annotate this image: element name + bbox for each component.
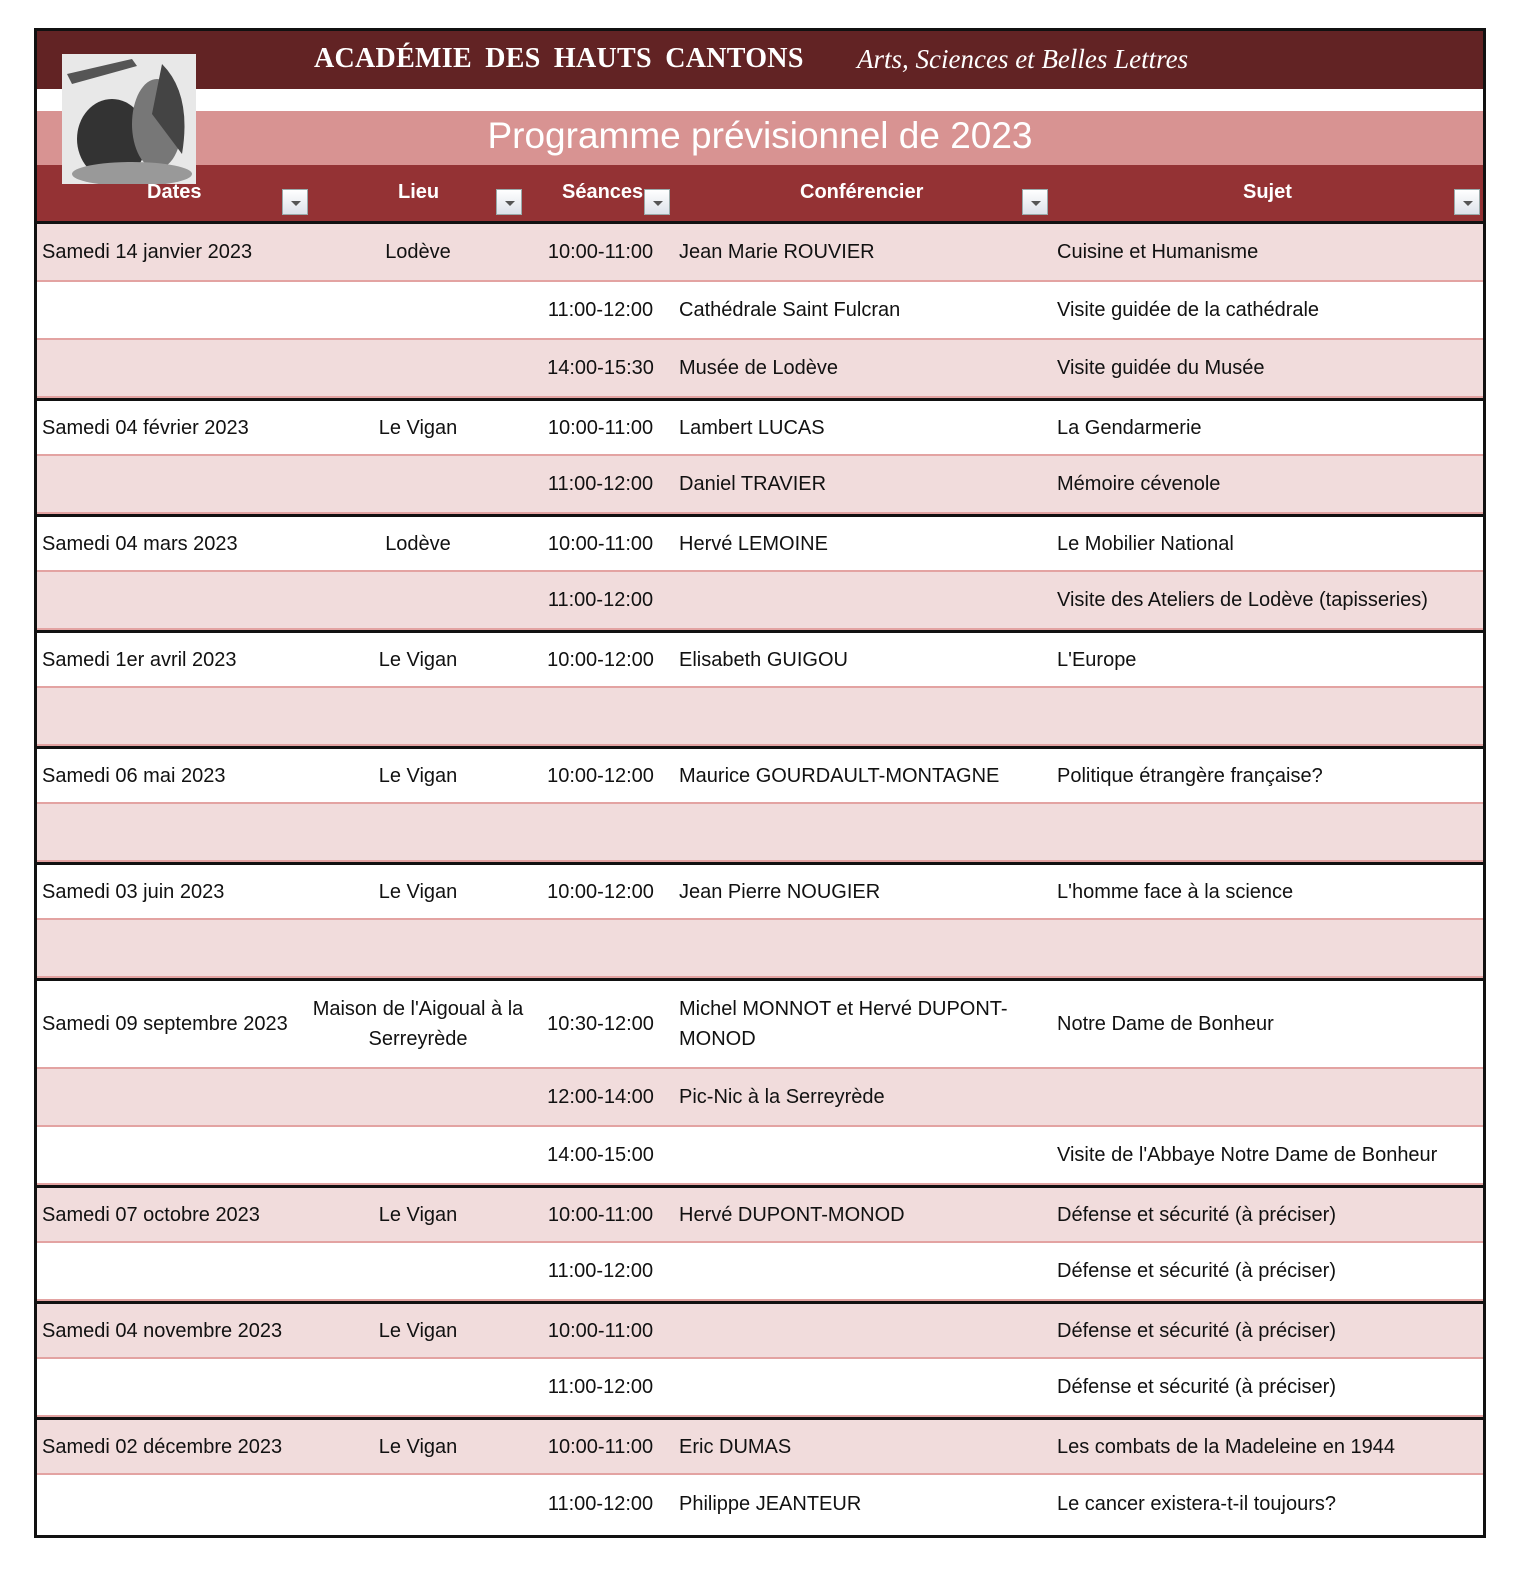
cell-seance: 10:00-11:00 <box>547 1203 654 1226</box>
cell-seance: 10:00-11:00 <box>547 532 654 555</box>
cell-date: Samedi 04 février 2023 <box>42 416 249 439</box>
cell-conferencier: Cathédrale Saint Fulcran <box>679 299 901 321</box>
table-row <box>37 978 1483 1069</box>
page-title: Programme prévisionnel de 2023 <box>487 115 1033 156</box>
cell-date: Samedi 02 décembre 2023 <box>42 1435 283 1458</box>
cell-conferencier: Eric DUMAS <box>679 1435 792 1458</box>
cell-conferencier: Jean Pierre NOUGIER <box>679 880 881 903</box>
cell-sujet: Politique étrangère française? <box>1057 764 1323 787</box>
column-header-conferencier: Conférencier <box>800 181 924 203</box>
cell-conferencier: Jean Marie ROUVIER <box>679 241 875 263</box>
cell-seance: 11:00-12:00 <box>547 1493 654 1515</box>
cell-seance: 11:00-12:00 <box>547 1260 654 1282</box>
program-sheet <box>34 28 1486 1538</box>
table-row <box>37 1417 1483 1475</box>
cell-date: Samedi 07 octobre 2023 <box>42 1203 260 1226</box>
cell-sujet: Les combats de la Madeleine en 1944 <box>1057 1435 1396 1458</box>
table-row <box>37 1185 1483 1243</box>
cell-conferencier: Daniel TRAVIER <box>679 473 827 495</box>
filter-dropdown-conferencier[interactable] <box>1022 189 1048 215</box>
cell-seance: 10:00-11:00 <box>547 416 654 439</box>
cell-conferencier: Hervé LEMOINE <box>679 532 828 555</box>
cell-conferencier: Elisabeth GUIGOU <box>679 648 848 671</box>
column-header-dates: Dates <box>147 181 202 203</box>
cell-date: Samedi 04 mars 2023 <box>42 532 238 555</box>
table-row <box>37 456 1483 514</box>
cell-seance: 10:30-12:00 <box>547 1013 654 1035</box>
table-row <box>37 340 1483 398</box>
cell-seance: 10:00-12:00 <box>547 764 654 787</box>
table-row <box>37 1243 1483 1301</box>
cell-conferencier: Philippe JEANTEUR <box>679 1493 862 1515</box>
cell-conferencier: Musée de Lodève <box>679 357 839 379</box>
column-header-sujet: Sujet <box>1243 181 1292 203</box>
cell-sujet: Défense et sécurité (à préciser) <box>1057 1203 1337 1226</box>
cell-sujet: Notre Dame de Bonheur <box>1057 1013 1274 1035</box>
cell-lieu: Maison de l'Aigoual à la Serreyrède <box>312 998 524 1050</box>
cell-sujet: Visite guidée de la cathédrale <box>1057 299 1320 321</box>
cell-sujet: Le cancer existera-t-il toujours? <box>1057 1493 1337 1515</box>
cell-lieu: Le Vigan <box>378 648 458 671</box>
cell-date: Samedi 09 septembre 2023 <box>42 1013 288 1035</box>
cell-date: Samedi 03 juin 2023 <box>42 880 225 903</box>
cell-date: Samedi 14 janvier 2023 <box>42 241 253 263</box>
table-row <box>37 862 1483 920</box>
cell-seance: 10:00-12:00 <box>547 648 654 671</box>
cell-seance: 11:00-12:00 <box>547 473 654 495</box>
cell-conferencier: Pic-Nic à la Serreyrède <box>679 1086 885 1108</box>
cell-sujet: Défense et sécurité (à préciser) <box>1057 1319 1337 1342</box>
cell-conferencier: Hervé DUPONT-MONOD <box>679 1203 905 1226</box>
cell-seance: 10:00-11:00 <box>547 1435 654 1458</box>
table-row <box>37 398 1483 456</box>
table-row <box>37 1301 1483 1359</box>
cell-seance: 14:00-15:00 <box>547 1144 654 1166</box>
cell-lieu: Le Vigan <box>378 416 458 439</box>
cell-sujet: L'homme face à la science <box>1057 880 1294 903</box>
cell-sujet: Le Mobilier National <box>1057 532 1234 555</box>
table-row <box>37 514 1483 572</box>
cell-seance: 12:00-14:00 <box>547 1086 654 1108</box>
table-row <box>37 1359 1483 1417</box>
cell-seance: 11:00-12:00 <box>547 1376 654 1398</box>
filter-dropdown-dates[interactable] <box>282 189 308 215</box>
academy-logo-engraving <box>62 54 196 184</box>
cell-conferencier: Michel MONNOT et Hervé DUPONT-MONOD <box>679 998 1008 1050</box>
cell-conferencier: Lambert LUCAS <box>679 416 825 439</box>
table-row <box>37 746 1483 804</box>
table-row <box>37 920 1483 978</box>
cell-seance: 10:00-11:00 <box>547 1319 654 1342</box>
table-row <box>37 1127 1483 1185</box>
cell-conferencier: Maurice GOURDAULT-MONTAGNE <box>679 764 1000 787</box>
academy-motto: Arts, Sciences et Belles Lettres <box>857 44 1189 74</box>
cell-date: Samedi 06 mai 2023 <box>42 764 226 787</box>
cell-seance: 11:00-12:00 <box>547 299 654 321</box>
filter-dropdown-sujet[interactable] <box>1454 189 1480 215</box>
table-row <box>37 630 1483 688</box>
cell-seance: 11:00-12:00 <box>547 589 654 611</box>
cell-lieu: Le Vigan <box>378 1435 458 1458</box>
table-row <box>37 224 1483 282</box>
cell-seance: 14:00-15:30 <box>547 357 654 379</box>
header-spacer <box>37 89 1483 111</box>
cell-sujet: La Gendarmerie <box>1057 416 1202 439</box>
table-row <box>37 688 1483 746</box>
cell-date: Samedi 1er avril 2023 <box>42 648 237 671</box>
table-row <box>37 1069 1483 1127</box>
academy-name: ACADÉMIE DES HAUTS CANTONS <box>314 43 804 74</box>
filter-dropdown-lieu[interactable] <box>496 189 522 215</box>
cell-sujet: Défense et sécurité (à préciser) <box>1057 1376 1337 1398</box>
cell-seance: 10:00-11:00 <box>547 241 654 263</box>
table-row <box>37 282 1483 340</box>
column-header-lieu: Lieu <box>398 181 440 203</box>
cell-sujet: Défense et sécurité (à préciser) <box>1057 1260 1337 1282</box>
filter-dropdown-seances[interactable] <box>644 189 670 215</box>
program-table-body <box>37 224 1483 1533</box>
cell-sujet: L'Europe <box>1057 648 1137 671</box>
cell-lieu: Lodève <box>385 241 451 263</box>
cell-lieu: Le Vigan <box>378 1203 458 1226</box>
cell-sujet: Visite guidée du Musée <box>1057 357 1265 379</box>
table-row <box>37 804 1483 862</box>
cell-lieu: Le Vigan <box>378 764 458 787</box>
cell-lieu: Le Vigan <box>378 1319 458 1342</box>
cell-sujet: Mémoire cévenole <box>1057 473 1221 495</box>
cell-seance: 10:00-12:00 <box>547 880 654 903</box>
table-row <box>37 572 1483 630</box>
cell-lieu: Le Vigan <box>378 880 458 903</box>
column-header-seances: Séances <box>562 181 644 203</box>
cell-sujet: Visite de l'Abbaye Notre Dame de Bonheur <box>1057 1144 1438 1166</box>
cell-lieu: Lodève <box>385 532 451 555</box>
cell-sujet: Visite des Ateliers de Lodève (tapisseries) <box>1057 589 1428 611</box>
cell-date: Samedi 04 novembre 2023 <box>42 1319 283 1342</box>
cell-sujet: Cuisine et Humanisme <box>1057 241 1259 263</box>
table-row <box>37 1475 1483 1533</box>
